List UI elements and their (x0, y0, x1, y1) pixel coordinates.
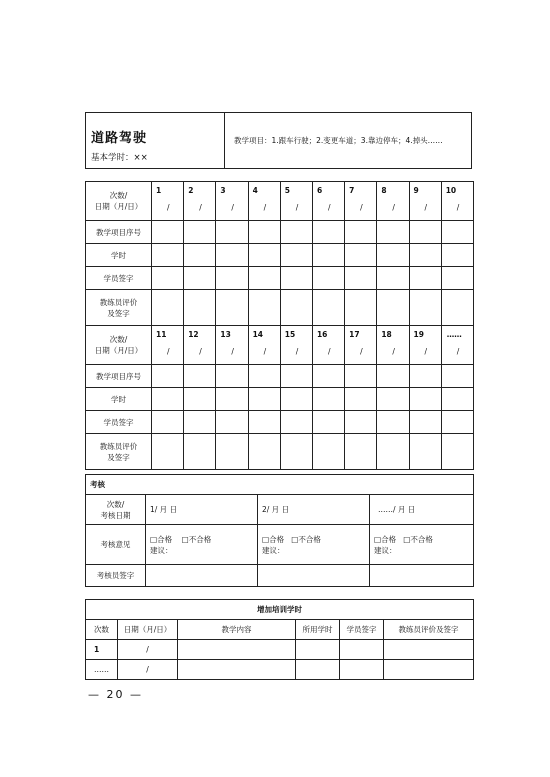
exam-table (85, 474, 474, 587)
item-no-cell[interactable] (409, 221, 441, 244)
lesson-number: 7 (349, 186, 355, 195)
student-sign-cell[interactable] (441, 411, 473, 434)
student-sign-cell[interactable] (280, 411, 312, 434)
student-sign-cell[interactable] (312, 411, 344, 434)
coach-eval-cell[interactable] (216, 290, 248, 326)
lesson-number: 10 (445, 186, 457, 195)
count-date-cell[interactable] (184, 182, 216, 221)
count-date-cell[interactable] (248, 182, 280, 221)
suggestion-label: 建议： (262, 545, 285, 555)
lesson-number: 12 (188, 330, 199, 339)
exam-count-date-label: 次数/ 考核日期 (86, 495, 146, 525)
lesson-number: 18 (381, 330, 392, 339)
student-sign-label: 学员签字 (86, 411, 152, 434)
date-slash: / (424, 347, 428, 356)
student-sign-cell[interactable] (184, 411, 216, 434)
exam-opinion-label: 考核意见 (86, 525, 146, 565)
item-no-cell[interactable] (312, 365, 344, 388)
lesson-number: 2 (188, 186, 194, 195)
student-sign-row (86, 267, 474, 290)
examiner-sign-1[interactable] (146, 565, 258, 587)
item-no-cell[interactable] (345, 221, 377, 244)
exam-date-2[interactable]: 2/ 月 日 (258, 495, 370, 525)
exam-opinion-2[interactable] (258, 525, 370, 565)
hours-cell[interactable] (184, 388, 216, 411)
extra-date[interactable]: / (118, 640, 178, 660)
coach-eval-cell[interactable] (409, 434, 441, 470)
count-date-cell[interactable] (409, 182, 441, 221)
item-no-cell[interactable] (216, 365, 248, 388)
item-no-cell[interactable] (409, 365, 441, 388)
item-no-cell[interactable] (441, 365, 473, 388)
extra-header: 所用学时 (296, 620, 340, 640)
examiner-sign-3[interactable] (370, 565, 474, 587)
date-slash: / (167, 203, 170, 212)
extra-header: 次数 (86, 620, 118, 640)
coach-eval-cell[interactable] (152, 434, 184, 470)
header-left (86, 113, 225, 168)
coach-eval-cell[interactable] (345, 290, 377, 326)
date-slash: / (199, 347, 202, 356)
hours-row (86, 388, 474, 411)
item-no-row (86, 365, 474, 388)
count-date-cell[interactable] (280, 182, 312, 221)
extra-hours[interactable] (296, 660, 340, 680)
coach-eval-row (86, 434, 474, 470)
count-date-cell[interactable] (441, 326, 473, 365)
coach-eval-cell[interactable] (345, 434, 377, 470)
hours-cell[interactable] (248, 388, 280, 411)
count-date-cell[interactable] (216, 326, 248, 365)
lesson-number: 4 (252, 186, 258, 195)
count-date-cell[interactable] (184, 326, 216, 365)
hours-cell[interactable] (409, 388, 441, 411)
date-slash: / (360, 347, 363, 356)
item-no-cell[interactable] (184, 365, 216, 388)
hours-cell[interactable] (280, 388, 312, 411)
fail-checkbox[interactable]: □不合格 (403, 534, 433, 544)
item-no-cell[interactable] (280, 221, 312, 244)
count-date-label: 次数/ 日期（月/日） (86, 182, 152, 221)
count-date-cell[interactable] (441, 182, 473, 221)
hours-cell[interactable] (377, 244, 409, 267)
item-no-cell[interactable] (345, 365, 377, 388)
fail-checkbox[interactable]: □不合格 (181, 534, 212, 544)
hours-cell[interactable] (216, 244, 248, 267)
student-sign-cell[interactable] (377, 267, 409, 290)
coach-eval-cell[interactable] (152, 290, 184, 326)
date-slash: / (295, 203, 299, 212)
lesson-number: 9 (413, 186, 419, 195)
hours-cell[interactable] (409, 244, 441, 267)
lesson-number: 19 (413, 330, 424, 339)
hours-cell[interactable] (312, 388, 344, 411)
hours-cell[interactable] (377, 388, 409, 411)
lesson-number: 6 (316, 186, 323, 195)
item-no-cell[interactable] (312, 221, 344, 244)
training-table (85, 181, 474, 470)
pass-checkbox[interactable]: □合格 (262, 534, 285, 544)
item-no-cell[interactable] (152, 221, 184, 244)
coach-eval-row (86, 290, 474, 326)
coach-eval-cell[interactable] (409, 290, 441, 326)
table-row (86, 660, 474, 680)
student-sign-cell[interactable] (216, 267, 248, 290)
item-no-label: 教学项目序号 (86, 221, 152, 244)
hours-cell[interactable] (280, 244, 312, 267)
extra-date[interactable]: / (118, 660, 178, 680)
date-slash: / (199, 203, 202, 212)
item-no-cell[interactable] (280, 365, 312, 388)
coach-eval-cell[interactable] (248, 290, 280, 326)
coach-eval-cell[interactable] (184, 434, 216, 470)
lesson-number: 1 (156, 186, 162, 195)
student-sign-row (86, 411, 474, 434)
teaching-items: 教学项目：1.跟车行驶；2.变更车道；3.靠边停车；4.掉头…… (234, 136, 443, 145)
item-no-cell[interactable] (377, 365, 409, 388)
extra-student-sign[interactable] (340, 660, 384, 680)
item-no-cell[interactable] (248, 365, 280, 388)
coach-eval-cell[interactable] (441, 290, 473, 326)
date-slash: / (231, 203, 234, 212)
exam-title: 考核 (86, 475, 474, 495)
count-date-cell[interactable] (377, 182, 409, 221)
date-slash: / (456, 203, 460, 212)
section-title: 道路驾驶 (91, 131, 148, 146)
extra-coach-sign[interactable] (384, 660, 474, 680)
item-no-row (86, 221, 474, 244)
extra-count: …… (86, 660, 118, 680)
student-sign-cell[interactable] (409, 267, 441, 290)
count-date-cell[interactable] (152, 326, 184, 365)
hours-cell[interactable] (152, 388, 184, 411)
count-date-label: 次数/ 日期（月/日） (86, 326, 152, 365)
item-no-cell[interactable] (184, 221, 216, 244)
coach-eval-label: 教练员评价 及签字 (86, 434, 152, 470)
extra-title: 增加培训学时 (86, 600, 474, 620)
lesson-number: 15 (284, 330, 296, 339)
lesson-number: 5 (284, 186, 290, 195)
date-slash: / (327, 347, 331, 356)
count-date-row (86, 182, 474, 221)
date-slash: / (295, 347, 299, 356)
hours-label: 学时 (86, 388, 152, 411)
extra-hours[interactable] (296, 640, 340, 660)
count-date-cell[interactable] (409, 326, 441, 365)
item-no-cell[interactable] (216, 221, 248, 244)
coach-eval-cell[interactable] (248, 434, 280, 470)
extra-header: 日期（月/日） (118, 620, 178, 640)
student-sign-cell[interactable] (345, 267, 377, 290)
examiner-sign-label: 考核员签字 (86, 565, 146, 587)
hours-cell[interactable] (441, 244, 473, 267)
extra-training-table (85, 599, 474, 680)
date-slash: / (263, 203, 267, 212)
hours-cell[interactable] (312, 244, 344, 267)
coach-eval-cell[interactable] (377, 290, 409, 326)
hours-cell[interactable] (152, 244, 184, 267)
item-no-cell[interactable] (248, 221, 280, 244)
suggestion-label: 建议： (150, 545, 173, 555)
lesson-number: 3 (220, 186, 226, 195)
student-sign-cell[interactable] (152, 411, 184, 434)
student-sign-label: 学员签字 (86, 267, 152, 290)
student-sign-cell[interactable] (409, 411, 441, 434)
coach-eval-cell[interactable] (280, 290, 312, 326)
coach-eval-cell[interactable] (280, 434, 312, 470)
extra-count: 1 (86, 640, 118, 660)
exam-opinion-3[interactable] (370, 525, 474, 565)
exam-date-1[interactable]: 1/ 月 日 (146, 495, 258, 525)
count-date-cell[interactable] (312, 326, 344, 365)
count-date-cell[interactable] (280, 326, 312, 365)
date-slash: / (231, 347, 234, 356)
date-slash: / (392, 203, 395, 212)
student-sign-cell[interactable] (248, 267, 280, 290)
extra-coach-sign[interactable] (384, 640, 474, 660)
hours-cell[interactable] (248, 244, 280, 267)
extra-header: 教练员评价及签字 (384, 620, 474, 640)
count-date-cell[interactable] (248, 326, 280, 365)
coach-eval-cell[interactable] (184, 290, 216, 326)
hours-cell[interactable] (184, 244, 216, 267)
item-no-label: 教学项目序号 (86, 365, 152, 388)
student-sign-cell[interactable] (280, 267, 312, 290)
table-row (86, 640, 474, 660)
suggestion-label: 建议： (374, 545, 397, 555)
lesson-number: 11 (156, 330, 167, 339)
hours-row (86, 244, 474, 267)
count-date-cell[interactable] (345, 182, 377, 221)
basic-hours: 基本学时：×× (91, 153, 148, 163)
hours-cell[interactable] (345, 388, 377, 411)
hours-cell[interactable] (345, 244, 377, 267)
lesson-number: 8 (381, 186, 387, 195)
lesson-number: …… (446, 330, 462, 339)
examiner-sign-2[interactable] (258, 565, 370, 587)
extra-content[interactable] (178, 640, 296, 660)
hours-cell[interactable] (216, 388, 248, 411)
student-sign-cell[interactable] (184, 267, 216, 290)
student-sign-cell[interactable] (216, 411, 248, 434)
date-slash: / (167, 347, 170, 356)
pass-checkbox[interactable]: □合格 (374, 534, 397, 544)
extra-student-sign[interactable] (340, 640, 384, 660)
hours-cell[interactable] (441, 388, 473, 411)
count-date-row (86, 326, 474, 365)
date-slash: / (360, 203, 363, 212)
coach-eval-cell[interactable] (216, 434, 248, 470)
date-slash: / (456, 347, 460, 356)
count-date-cell[interactable] (312, 182, 344, 221)
coach-eval-label: 教练员评价 及签字 (86, 290, 152, 326)
item-no-cell[interactable] (377, 221, 409, 244)
student-sign-cell[interactable] (377, 411, 409, 434)
hours-label: 学时 (86, 244, 152, 267)
count-date-cell[interactable] (345, 326, 377, 365)
extra-header: 教学内容 (178, 620, 296, 640)
coach-eval-cell[interactable] (377, 434, 409, 470)
item-no-cell[interactable] (152, 365, 184, 388)
extra-header: 学员签字 (340, 620, 384, 640)
count-date-cell[interactable] (377, 326, 409, 365)
student-sign-cell[interactable] (248, 411, 280, 434)
count-date-cell[interactable] (216, 182, 248, 221)
lesson-number: 13 (220, 330, 231, 339)
coach-eval-cell[interactable] (312, 290, 344, 326)
exam-date-3[interactable]: ……/ 月 日 (370, 495, 474, 525)
extra-content[interactable] (178, 660, 296, 680)
student-sign-cell[interactable] (441, 267, 473, 290)
lesson-number: 14 (252, 330, 263, 339)
coach-eval-cell[interactable] (441, 434, 473, 470)
student-sign-cell[interactable] (312, 267, 344, 290)
date-slash: / (327, 203, 331, 212)
exam-opinion-1[interactable] (146, 525, 258, 565)
page-number: — 20 — (88, 688, 143, 701)
date-slash: / (263, 347, 267, 356)
lesson-number: 16 (316, 330, 328, 339)
item-no-cell[interactable] (441, 221, 473, 244)
date-slash: / (392, 347, 395, 356)
date-slash: / (424, 203, 428, 212)
student-sign-cell[interactable] (152, 267, 184, 290)
student-sign-cell[interactable] (345, 411, 377, 434)
pass-checkbox[interactable]: □合格 (150, 534, 173, 544)
fail-checkbox[interactable]: □不合格 (291, 534, 321, 544)
section-header (85, 112, 472, 169)
count-date-cell[interactable] (152, 182, 184, 221)
coach-eval-cell[interactable] (312, 434, 344, 470)
lesson-number: 17 (349, 330, 360, 339)
